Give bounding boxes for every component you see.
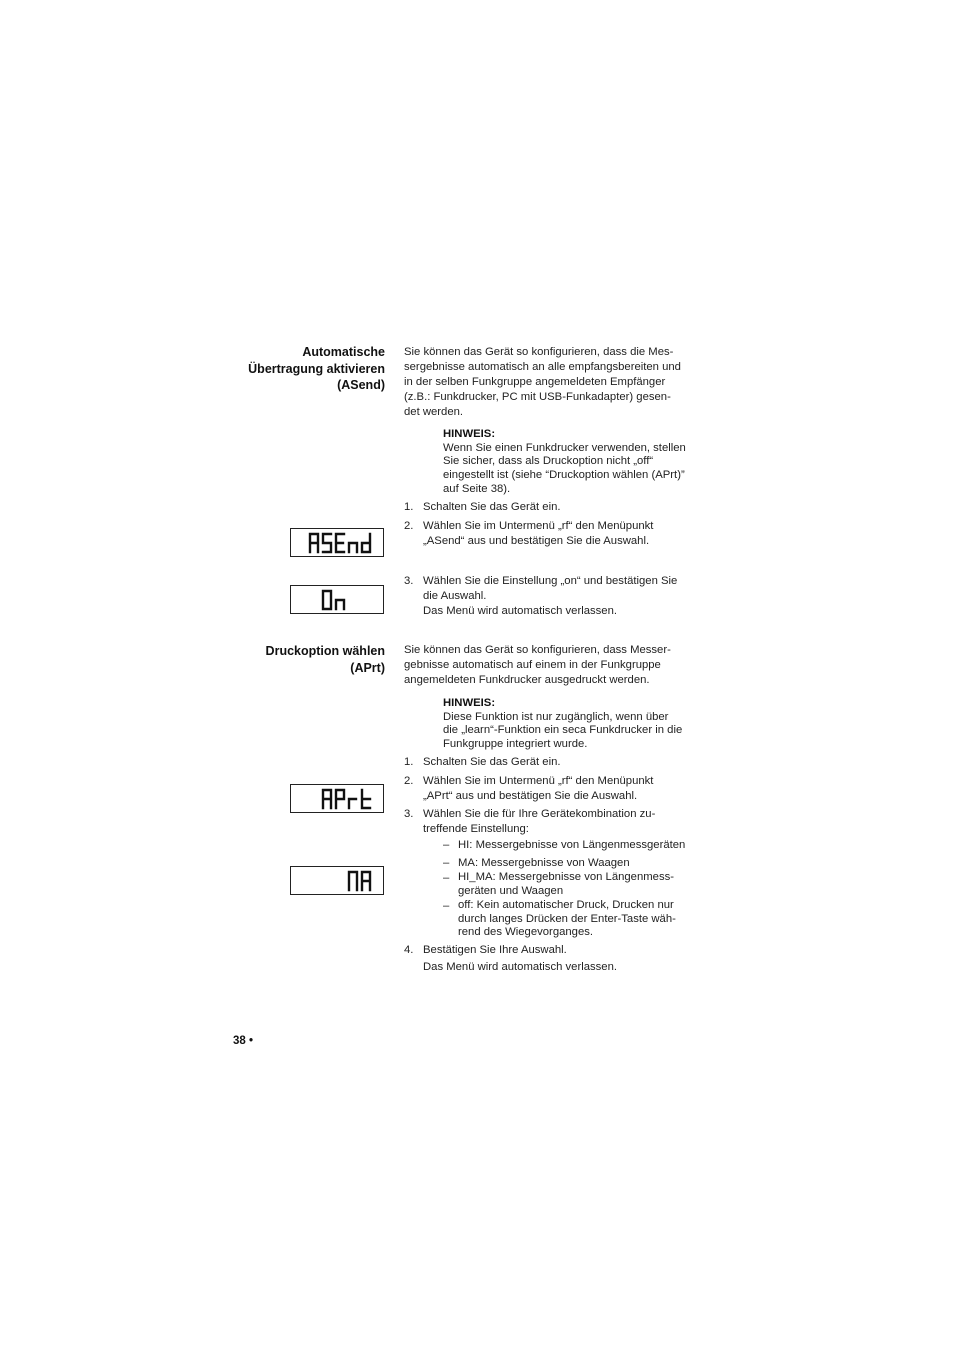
display-aprt [290, 784, 384, 813]
section1-heading-line2: Übertragung aktivieren [248, 361, 385, 376]
step-line: „ASend“ aus und bestätigen Sie die Auswahl. [423, 535, 650, 547]
section2-heading-line1: Druckoption wählen [265, 644, 385, 658]
step-text [423, 807, 655, 837]
option-line: rend des Wiegevorganges. [458, 926, 594, 939]
option-dash: – [443, 839, 450, 851]
option-item [458, 899, 676, 940]
section1-intro [404, 345, 681, 420]
note-line: Sie sicher, dass als Druckoption nicht „off“ [443, 455, 654, 468]
step-number: 2. [404, 520, 414, 532]
step-number: 3. [404, 808, 414, 820]
note-line: auf Seite 38). [443, 482, 511, 495]
step-number: 1. [404, 501, 414, 513]
step-line: treffende Einstellung: [423, 823, 529, 835]
step-line: Wählen Sie im Untermenü „rf“ den Menüpunkt [423, 520, 654, 532]
seven-segment-asend [291, 529, 383, 556]
section1-heading [248, 344, 385, 394]
note-line: die „learn“-Funktion ein seca Funkdrucker in die [443, 724, 683, 737]
note-title: HINWEIS: [443, 428, 496, 440]
step-line: „APrt“ aus und bestätigen Sie die Auswahl. [423, 790, 638, 802]
section2-intro-line: gebnisse automatisch auf einem in der Funkgruppe [404, 659, 661, 671]
section2-heading-line2: (APrt) [350, 660, 385, 675]
step-line: die Auswahl. [423, 590, 487, 602]
step-result: Das Menü wird automatisch verlassen. [423, 961, 618, 973]
note-line: eingestellt ist (siehe “Druckoption wählen (APrt)” [443, 469, 685, 482]
seven-segment-ma [291, 867, 383, 894]
option-line: off: Kein automatischer Druck, Drucken nur [458, 899, 674, 911]
step-text [423, 943, 567, 958]
display-on [290, 585, 384, 614]
note-title: HINWEIS: [443, 697, 496, 709]
step-text [423, 755, 561, 770]
option-item [458, 838, 685, 853]
section1-intro-line: (z.B.: Funkdrucker, PC mit USB-Funkadapter) gesen- [404, 391, 671, 403]
step-text [423, 774, 653, 804]
step-line: Wählen Sie im Untermenü „rf“ den Menüpunkt [423, 775, 654, 787]
step-number: 2. [404, 775, 414, 787]
option-item [458, 871, 674, 898]
step-line: Schalten Sie das Gerät ein. [423, 756, 561, 768]
section1-intro-line: det werden. [404, 406, 464, 418]
section2-intro [404, 643, 671, 688]
section1-note [443, 428, 686, 497]
seven-segment-aprt [291, 785, 383, 812]
option-item [458, 856, 630, 871]
option-line: HI_MA: Messergebnisse von Längenmess- [458, 871, 674, 883]
page-number: 38 • [233, 1035, 254, 1047]
section2-note [443, 697, 682, 752]
step-line: Wählen Sie die Einstellung „on“ und bestätigen Sie [423, 575, 678, 587]
display-asend [290, 528, 384, 557]
display-ma [290, 866, 384, 895]
option-line: durch langes Drücken der Enter-Taste wäh- [458, 912, 676, 925]
section2-intro-line: Sie können das Gerät so konfigurieren, dass Messer- [404, 644, 671, 656]
step-number: 3. [404, 575, 414, 587]
section1-intro-line: sergebnisse automatisch an alle empfangsbereiten und [404, 361, 681, 373]
option-dash: – [443, 857, 450, 869]
section1-heading-line3: (ASend) [337, 378, 385, 392]
step-text [423, 519, 653, 549]
note-line: Wenn Sie einen Funkdrucker verwenden, stellen [443, 441, 686, 454]
option-line: MA: Messergebnisse von Waagen [458, 857, 630, 869]
step-number: 1. [404, 756, 414, 768]
section1-intro-line: in der selben Funkgruppe angemeldeten Empfänger [404, 376, 666, 388]
step-text [423, 500, 561, 515]
step-text [423, 574, 677, 619]
note-line: Diese Funktion ist nur zugänglich, wenn über [443, 710, 669, 723]
section2-intro-line: angemeldeten Funkdrucker ausgedruckt werden. [404, 674, 650, 686]
section1-intro-line: Sie können das Gerät so konfigurieren, dass die Mes- [404, 346, 674, 358]
step-number: 4. [404, 944, 414, 956]
option-dash: – [443, 900, 450, 912]
section2-heading [266, 643, 385, 676]
step-line: Bestätigen Sie Ihre Auswahl. [423, 944, 567, 956]
option-line: HI: Messergebnisse von Längenmessgeräten [458, 839, 686, 851]
step-line: Wählen Sie die für Ihre Gerätekombination zu- [423, 808, 656, 820]
step-result: Das Menü wird automatisch verlassen. [423, 605, 618, 617]
note-line: Funkgruppe integriert wurde. [443, 738, 588, 751]
option-line: geräten und Waagen [458, 884, 564, 897]
seven-segment-on [291, 586, 383, 613]
option-dash: – [443, 872, 450, 884]
section1-heading-line1: Automatische [302, 345, 385, 359]
step-line: Schalten Sie das Gerät ein. [423, 501, 561, 513]
